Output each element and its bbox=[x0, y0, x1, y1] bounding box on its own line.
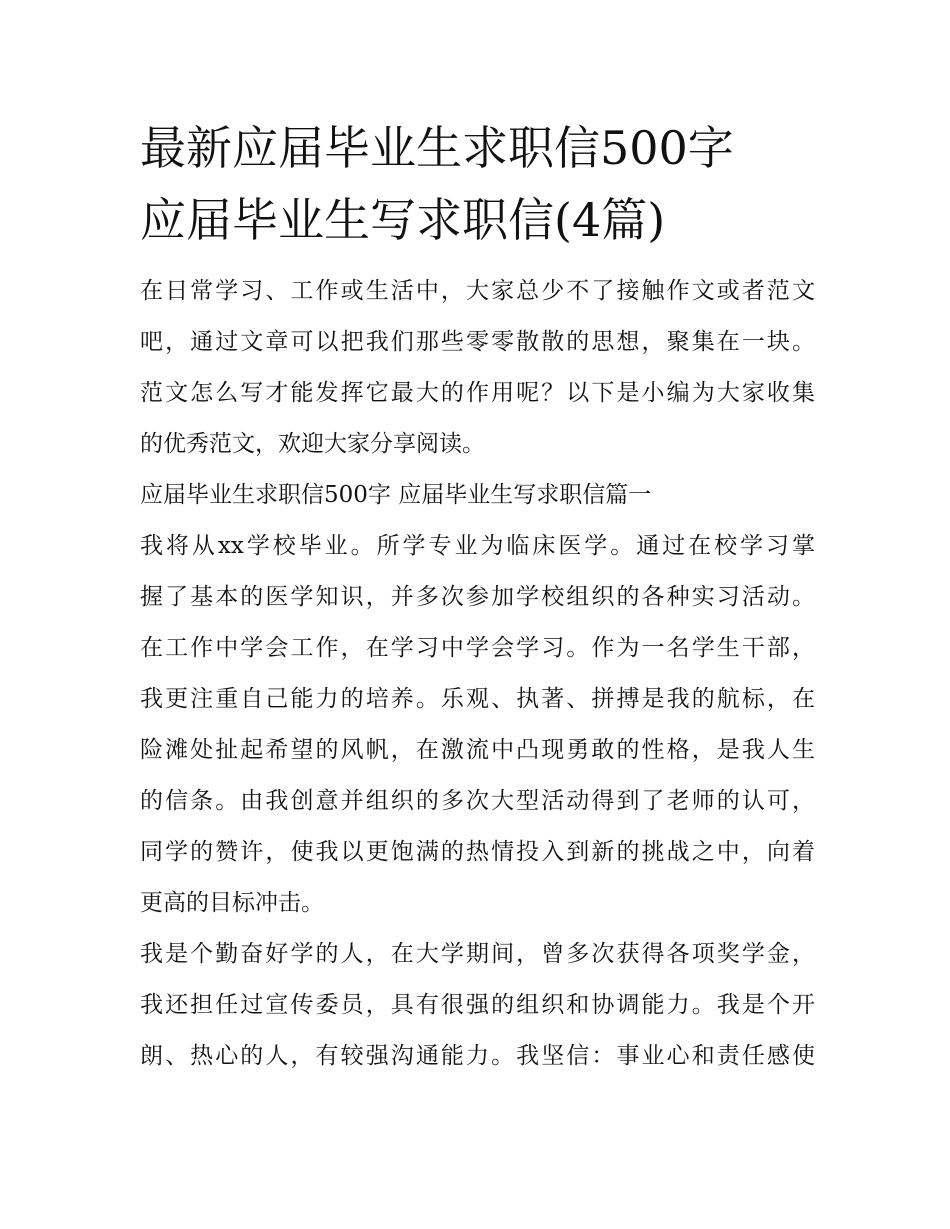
document-title bbox=[140, 112, 815, 256]
text-line: 我还担任过宣传委员，具有很强的组织和协调能力。我是个开 bbox=[140, 992, 815, 1018]
text-line: 险滩处扯起希望的风帆，在激流中凸现勇敢的性格，是我人生 bbox=[140, 737, 815, 763]
body-paragraph-2 bbox=[140, 929, 815, 1082]
body-paragraph-1 bbox=[140, 521, 815, 929]
text-line: 同学的赞许，使我以更饱满的热情投入到新的挑战之中，向着 bbox=[140, 839, 815, 865]
text-line: 范文怎么写才能发挥它最大的作用呢？以下是小编为大家收集 bbox=[140, 380, 815, 406]
text-line: 朗、热心的人，有较强沟通能力。我坚信：事业心和责任感使 bbox=[140, 1043, 815, 1069]
text-line: 在工作中学会工作，在学习中学会学习。作为一名学生干部， bbox=[140, 635, 815, 661]
section-heading-text: 应届毕业生求职信500字 应届毕业生写求职信篇一 bbox=[140, 482, 652, 508]
text-line: 更高的目标冲击。 bbox=[140, 890, 324, 916]
text-line: 我是个勤奋好学的人，在大学期间，曾多次获得各项奖学金， bbox=[140, 941, 815, 967]
intro-paragraph bbox=[140, 266, 815, 470]
text-line: 的优秀范文，欢迎大家分享阅读。 bbox=[140, 431, 485, 457]
title-line-1: 最新应届毕业生求职信500字 bbox=[140, 121, 734, 175]
document-body bbox=[140, 266, 815, 1082]
title-line-2: 应届毕业生写求职信(4篇) bbox=[140, 193, 666, 247]
text-line: 我将从xx学校毕业。所学专业为临床医学。通过在校学习掌 bbox=[140, 533, 815, 559]
text-line: 在日常学习、工作或生活中，大家总少不了接触作文或者范文 bbox=[140, 278, 815, 304]
text-line: 吧，通过文章可以把我们那些零零散散的思想，聚集在一块。 bbox=[140, 329, 815, 355]
text-line: 的信条。由我创意并组织的多次大型活动得到了老师的认可， bbox=[140, 788, 815, 814]
section-heading bbox=[140, 470, 815, 521]
text-line: 我更注重自己能力的培养。乐观、执著、拼搏是我的航标，在 bbox=[140, 686, 815, 712]
text-line: 握了基本的医学知识，并多次参加学校组织的各种实习活动。 bbox=[140, 584, 815, 610]
document-page bbox=[140, 112, 815, 1082]
